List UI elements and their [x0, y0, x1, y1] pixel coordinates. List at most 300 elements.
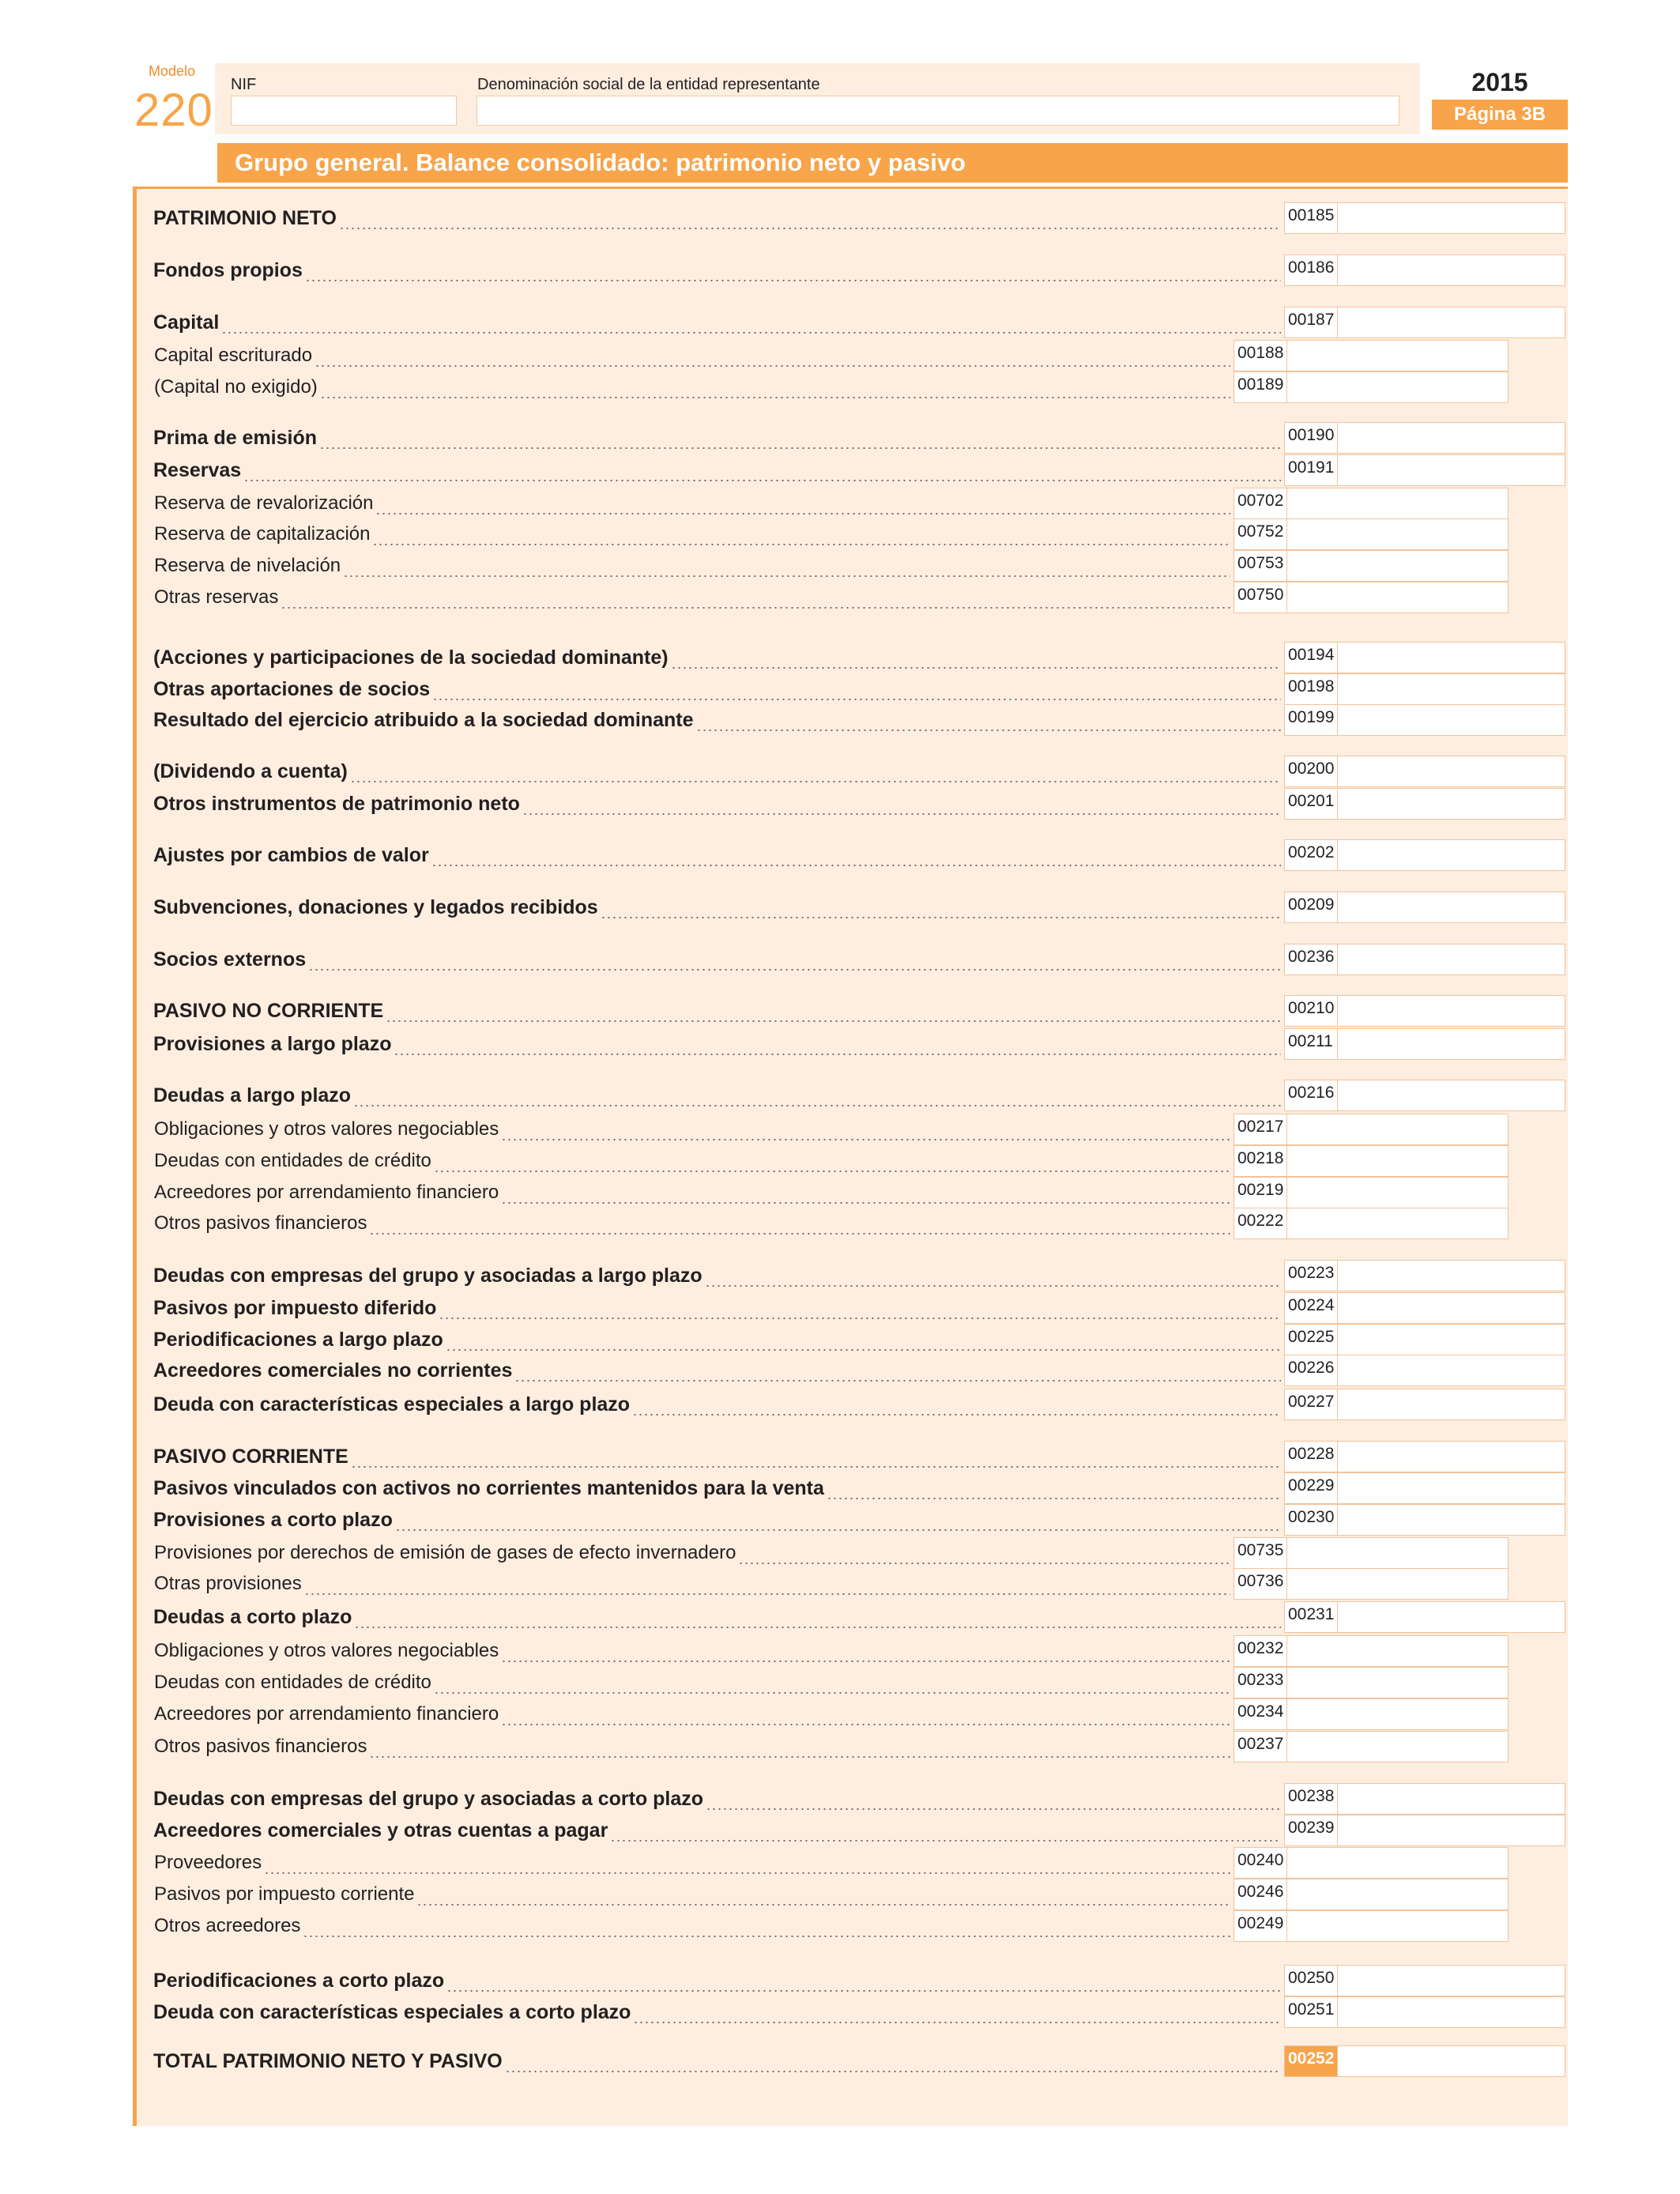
- amount-input[interactable]: [1288, 1208, 1508, 1238]
- row-label-wrap: [154, 340, 1230, 371]
- amount-input[interactable]: [1339, 1029, 1565, 1059]
- amount-box: [1284, 1292, 1565, 1324]
- amount-box: [1284, 1601, 1565, 1633]
- box-code: 00199: [1285, 705, 1338, 735]
- dot-leader: [446, 1965, 1281, 1996]
- form-row: [153, 892, 1565, 923]
- box-code: 00251: [1285, 1997, 1338, 2027]
- dot-leader: [354, 1601, 1281, 1633]
- box-code: 00238: [1285, 1784, 1338, 1814]
- row-label: Provisiones por derechos de emisión de gases de efecto invernadero: [154, 1542, 736, 1563]
- row-label: Otros instrumentos de patrimonio neto: [153, 792, 520, 815]
- form-row: [154, 1537, 1509, 1569]
- dot-leader: [416, 1879, 1230, 1910]
- row-label: Deudas a corto plazo: [153, 1605, 352, 1628]
- dot-leader: [439, 1292, 1281, 1324]
- amount-box: [1284, 1324, 1565, 1355]
- box-code: 00223: [1285, 1261, 1338, 1291]
- dot-leader: [696, 704, 1282, 736]
- amount-input[interactable]: [1339, 1473, 1565, 1503]
- dot-leader: [386, 995, 1281, 1027]
- amount-input[interactable]: [1339, 1442, 1565, 1472]
- form-row: [154, 1114, 1509, 1145]
- row-label-wrap: [154, 1145, 1230, 1177]
- box-code: 00227: [1285, 1389, 1338, 1419]
- dot-leader: [303, 1910, 1230, 1942]
- amount-input[interactable]: [1339, 1997, 1565, 2027]
- amount-box: [1284, 307, 1565, 338]
- form-row: [154, 1208, 1509, 1239]
- amount-input[interactable]: [1288, 1178, 1508, 1208]
- dot-leader: [705, 1260, 1281, 1291]
- row-label: PASIVO NO CORRIENTE: [153, 999, 384, 1022]
- amount-box: [1234, 371, 1509, 403]
- box-code: 00189: [1234, 372, 1287, 402]
- row-label-wrap: [153, 1504, 1281, 1536]
- box-code: 00225: [1285, 1325, 1338, 1355]
- form-row: [153, 1472, 1565, 1504]
- form-row: [153, 1080, 1565, 1111]
- amount-input[interactable]: [1339, 307, 1565, 337]
- dot-leader: [353, 1080, 1281, 1111]
- dot-leader: [501, 1698, 1230, 1730]
- amount-input[interactable]: [1339, 1505, 1565, 1535]
- box-code: 00736: [1234, 1569, 1287, 1599]
- row-label: Subvenciones, donaciones y legados recibidos: [153, 895, 598, 918]
- amount-input[interactable]: [1339, 840, 1565, 870]
- dot-leader: [632, 1389, 1281, 1420]
- row-label-wrap: [153, 892, 1281, 923]
- row-label: Deudas con entidades de crédito: [154, 1150, 431, 1171]
- row-label: Deuda con características especiales a corto plazo: [153, 2000, 631, 2023]
- row-label: Reserva de capitalización: [154, 523, 371, 545]
- box-code: 00194: [1285, 643, 1338, 673]
- dot-leader: [505, 2045, 1281, 2077]
- dot-leader: [319, 422, 1281, 454]
- form-row: [154, 1731, 1509, 1762]
- box-code: 00231: [1285, 1602, 1338, 1632]
- form-row: [153, 995, 1565, 1027]
- amount-input[interactable]: [1339, 1293, 1565, 1323]
- row-label-wrap: [153, 673, 1281, 705]
- row-label: PASIVO CORRIENTE: [153, 1445, 348, 1468]
- row-label-wrap: [154, 371, 1230, 403]
- amount-box: [1284, 1028, 1565, 1060]
- form-row: [154, 488, 1509, 519]
- form-row: [153, 1324, 1565, 1355]
- dot-leader: [432, 673, 1281, 705]
- row-label: Obligaciones y otros valores negociables: [154, 1118, 499, 1140]
- dot-leader: [281, 582, 1230, 613]
- page-badge: Página 3B: [1432, 100, 1568, 130]
- form-row: [154, 1635, 1509, 1667]
- amount-input[interactable]: [1288, 551, 1508, 581]
- amount-input[interactable]: [1339, 1325, 1565, 1355]
- box-code: 00750: [1234, 582, 1287, 613]
- box-code: 00735: [1234, 1538, 1287, 1568]
- amount-input[interactable]: [1288, 1146, 1508, 1176]
- form-row: [153, 1292, 1565, 1324]
- form-row: [154, 371, 1509, 403]
- amount-box: [1284, 2045, 1565, 2077]
- form-row: [153, 2045, 1565, 2077]
- row-label: Capital escriturado: [154, 345, 313, 366]
- amount-box: [1284, 1504, 1565, 1536]
- row-label: Deudas a largo plazo: [153, 1084, 352, 1106]
- dot-leader: [243, 454, 1281, 486]
- amount-box: [1234, 1910, 1509, 1942]
- box-code: 00210: [1285, 996, 1338, 1026]
- amount-input[interactable]: [1339, 255, 1565, 285]
- row-label: Acreedores comerciales no corrientes: [153, 1359, 513, 1382]
- row-label-wrap: [153, 1028, 1281, 1060]
- modelo-number: 220: [134, 85, 213, 136]
- amount-input[interactable]: [1288, 1538, 1508, 1568]
- amount-box: [1284, 995, 1565, 1027]
- amount-input[interactable]: [1339, 756, 1565, 786]
- amount-box: [1284, 1783, 1565, 1815]
- dot-leader: [304, 1568, 1230, 1600]
- amount-input[interactable]: [1288, 1732, 1508, 1762]
- box-code: 00233: [1234, 1668, 1287, 1698]
- amount-input[interactable]: [1339, 1784, 1565, 1814]
- form-row: [154, 1910, 1509, 1942]
- row-label-wrap: [153, 1080, 1281, 1111]
- box-code: 00246: [1234, 1879, 1287, 1909]
- dot-leader: [671, 642, 1281, 673]
- box-code: 00222: [1234, 1208, 1287, 1238]
- amount-box: [1234, 488, 1509, 519]
- row-label: Otros pasivos financieros: [154, 1736, 367, 1757]
- row-label-wrap: [153, 944, 1281, 975]
- amount-box: [1284, 1472, 1565, 1504]
- amount-input[interactable]: [1288, 1569, 1508, 1599]
- amount-box: [1234, 1568, 1509, 1600]
- amount-box: [1234, 1177, 1509, 1208]
- form-row: [154, 1879, 1509, 1910]
- dot-leader: [221, 307, 1281, 338]
- row-label: Fondos propios: [153, 258, 303, 281]
- form-row: [153, 1965, 1565, 1996]
- amount-input[interactable]: [1339, 789, 1565, 819]
- amount-input[interactable]: [1288, 1668, 1508, 1698]
- denominacion-label: Denominación social de la entidad representante: [477, 76, 820, 93]
- box-code: 00219: [1234, 1178, 1287, 1208]
- nif-field[interactable]: [231, 96, 457, 126]
- amount-input[interactable]: [1339, 996, 1565, 1026]
- amount-input[interactable]: [1288, 1879, 1508, 1909]
- box-code: 00209: [1285, 892, 1338, 922]
- row-label: Resultado del ejercicio atribuido a la sociedad dominante: [153, 708, 694, 731]
- row-label-wrap: [153, 422, 1281, 454]
- row-label: Acreedores comerciales y otras cuentas a pagar: [153, 1819, 608, 1842]
- row-label: Obligaciones y otros valores negociables: [154, 1640, 499, 1661]
- row-label: Pasivos por impuesto diferido: [153, 1296, 437, 1319]
- row-label: Otras reservas: [154, 586, 279, 608]
- dot-leader: [372, 518, 1230, 550]
- amount-input[interactable]: [1339, 1261, 1565, 1291]
- amount-box: [1234, 1145, 1509, 1177]
- row-label: TOTAL PATRIMONIO NETO Y PASIVO: [153, 2049, 503, 2072]
- row-label: Reservas: [153, 458, 242, 481]
- amount-input[interactable]: [1339, 455, 1565, 485]
- amount-box: [1234, 518, 1509, 550]
- box-code: 00239: [1285, 1815, 1338, 1845]
- row-label: Socios externos: [153, 948, 307, 971]
- form-row: [154, 1847, 1509, 1879]
- dot-leader: [738, 1537, 1230, 1569]
- dot-leader: [264, 1847, 1230, 1879]
- box-code: 00753: [1234, 551, 1287, 581]
- amount-box: [1234, 1698, 1509, 1730]
- row-label: Otros acreedores: [154, 1915, 301, 1936]
- dot-leader: [394, 1028, 1281, 1060]
- row-label-wrap: [153, 1996, 1281, 2028]
- row-label-wrap: [153, 1441, 1281, 1472]
- dot-leader: [369, 1731, 1230, 1762]
- amount-input[interactable]: [1288, 1699, 1508, 1729]
- box-code: 00216: [1285, 1080, 1338, 1110]
- form-row: [154, 1568, 1509, 1600]
- amount-box: [1284, 1389, 1565, 1420]
- box-code: 00185: [1285, 203, 1338, 233]
- dot-leader: [434, 1667, 1230, 1698]
- box-code: 00187: [1285, 307, 1338, 337]
- box-code: 00752: [1234, 519, 1287, 549]
- form-row: [154, 1698, 1509, 1730]
- amount-input[interactable]: [1288, 488, 1508, 518]
- row-label: Periodificaciones a corto plazo: [153, 1969, 445, 1992]
- row-label: Periodificaciones a largo plazo: [153, 1328, 443, 1351]
- amount-input[interactable]: [1339, 423, 1565, 453]
- amount-input[interactable]: [1339, 643, 1565, 673]
- amount-input[interactable]: [1288, 1911, 1508, 1941]
- box-code: 00240: [1234, 1848, 1287, 1878]
- row-label: Deudas con entidades de crédito: [154, 1672, 431, 1693]
- dot-leader: [351, 1441, 1281, 1472]
- amount-input[interactable]: [1339, 1389, 1565, 1419]
- denominacion-field[interactable]: [477, 96, 1399, 126]
- amount-box: [1234, 340, 1509, 371]
- box-code: 00198: [1285, 674, 1338, 704]
- row-label-wrap: [153, 1355, 1281, 1386]
- dot-leader: [369, 1208, 1230, 1239]
- form-row: [153, 704, 1565, 736]
- row-label-wrap: [154, 1114, 1230, 1145]
- box-code: 00211: [1285, 1029, 1338, 1059]
- row-label-wrap: [154, 518, 1230, 550]
- dot-leader: [434, 1145, 1230, 1177]
- box-code: 00190: [1285, 423, 1338, 453]
- form-row: [153, 839, 1565, 871]
- dot-leader: [320, 371, 1230, 403]
- dot-leader: [431, 839, 1281, 871]
- row-label: PATRIMONIO NETO: [153, 206, 337, 229]
- box-code: 00252: [1285, 2046, 1338, 2076]
- row-label-wrap: [153, 1389, 1281, 1420]
- amount-box: [1284, 454, 1565, 486]
- dot-leader: [305, 254, 1281, 286]
- dot-leader: [827, 1472, 1281, 1504]
- amount-box: [1234, 1731, 1509, 1762]
- form-row: [154, 518, 1509, 550]
- amount-input[interactable]: [1288, 1848, 1508, 1878]
- row-label-wrap: [154, 488, 1230, 519]
- row-label-wrap: [153, 788, 1281, 820]
- row-label: Pasivos por impuesto corriente: [154, 1883, 415, 1905]
- dot-leader: [446, 1324, 1281, 1355]
- amount-box: [1284, 839, 1565, 871]
- row-label-wrap: [154, 582, 1230, 613]
- amount-box: [1284, 756, 1565, 787]
- amount-input[interactable]: [1339, 1602, 1565, 1632]
- row-label: (Capital no exigido): [154, 376, 318, 398]
- form-row: [153, 756, 1565, 787]
- form-row: [154, 340, 1509, 371]
- amount-input[interactable]: [1288, 341, 1508, 371]
- amount-input[interactable]: [1288, 1114, 1508, 1144]
- row-label-wrap: [154, 550, 1230, 582]
- amount-input[interactable]: [1339, 1080, 1565, 1110]
- amount-box: [1284, 892, 1565, 923]
- box-code: 00228: [1285, 1442, 1338, 1472]
- box-code: 00226: [1285, 1355, 1338, 1385]
- amount-input[interactable]: [1339, 705, 1565, 735]
- nif-label: NIF: [231, 76, 257, 93]
- row-label: Otras aportaciones de socios: [153, 677, 431, 700]
- box-code: 00229: [1285, 1473, 1338, 1503]
- form-row: [153, 1996, 1565, 2028]
- amount-input[interactable]: [1288, 582, 1508, 613]
- form-row: [153, 422, 1565, 454]
- dot-leader: [501, 1114, 1230, 1145]
- row-label-wrap: [154, 1635, 1230, 1667]
- row-label-wrap: [153, 1783, 1281, 1815]
- row-label-wrap: [154, 1667, 1230, 1698]
- row-label-wrap: [154, 1910, 1230, 1942]
- amount-box: [1234, 582, 1509, 613]
- box-code: 00224: [1285, 1293, 1338, 1323]
- box-code: 00200: [1285, 756, 1338, 786]
- amount-input[interactable]: [1288, 372, 1508, 402]
- box-code: 00237: [1234, 1732, 1287, 1762]
- row-label-wrap: [153, 1292, 1281, 1324]
- row-label: Deuda con características especiales a largo plazo: [153, 1393, 631, 1416]
- form-row: [153, 1260, 1565, 1291]
- box-code: 00230: [1285, 1505, 1338, 1535]
- amount-box: [1284, 1441, 1565, 1472]
- amount-box: [1234, 1635, 1509, 1667]
- amount-box: [1284, 1355, 1565, 1386]
- amount-box: [1284, 673, 1565, 705]
- row-label-wrap: [153, 454, 1281, 486]
- box-code: 00250: [1285, 1966, 1338, 1996]
- row-label-wrap: [153, 1472, 1281, 1504]
- amount-input[interactable]: [1339, 892, 1565, 922]
- amount-box: [1234, 1537, 1509, 1569]
- form-row: [154, 550, 1509, 582]
- row-label-wrap: [153, 1815, 1281, 1846]
- dot-leader: [339, 202, 1281, 234]
- row-label: (Dividendo a cuenta): [153, 760, 348, 782]
- amount-box: [1234, 1667, 1509, 1698]
- amount-box: [1234, 1208, 1509, 1239]
- row-label-wrap: [154, 1847, 1230, 1879]
- amount-box: [1284, 1080, 1565, 1111]
- row-label-wrap: [153, 2045, 1281, 2077]
- amount-box: [1284, 1815, 1565, 1846]
- row-label: Acreedores por arrendamiento financiero: [154, 1182, 499, 1203]
- form-row: [153, 202, 1565, 234]
- row-label: Pasivos vinculados con activos no corrientes mantenidos para la venta: [153, 1476, 824, 1499]
- row-label-wrap: [154, 1177, 1230, 1208]
- amount-box: [1284, 1260, 1565, 1291]
- dot-leader: [522, 788, 1281, 820]
- box-code: 00702: [1234, 488, 1287, 518]
- row-label-wrap: [153, 254, 1281, 286]
- box-code: 00186: [1285, 255, 1338, 285]
- row-label: Otros pasivos financieros: [154, 1212, 367, 1234]
- box-code: 00249: [1234, 1911, 1287, 1941]
- box-code: 00201: [1285, 789, 1338, 819]
- amount-input[interactable]: [1339, 944, 1565, 974]
- row-label-wrap: [153, 1965, 1281, 1996]
- form-row: [153, 1601, 1565, 1633]
- form-row: [153, 1815, 1565, 1846]
- row-label: Deudas con empresas del grupo y asociadas a largo plazo: [153, 1264, 703, 1287]
- form-row: [154, 582, 1509, 613]
- dot-leader: [501, 1635, 1230, 1667]
- row-label: Capital: [153, 311, 220, 334]
- amount-box: [1234, 1114, 1509, 1145]
- row-label: Ajustes por cambios de valor: [153, 843, 429, 866]
- amount-input[interactable]: [1339, 2046, 1565, 2076]
- row-label-wrap: [153, 704, 1281, 736]
- dot-leader: [350, 756, 1281, 787]
- row-label-wrap: [154, 1537, 1230, 1569]
- amount-input[interactable]: [1339, 1815, 1565, 1845]
- form-row: [153, 944, 1565, 975]
- dot-leader: [610, 1815, 1281, 1846]
- row-label-wrap: [153, 202, 1281, 234]
- amount-box: [1284, 254, 1565, 286]
- row-label-wrap: [153, 1601, 1281, 1633]
- form-row: [153, 642, 1565, 673]
- form-row: [153, 1504, 1565, 1536]
- row-label-wrap: [154, 1879, 1230, 1910]
- dot-leader: [501, 1177, 1230, 1208]
- amount-input[interactable]: [1339, 674, 1565, 704]
- amount-box: [1284, 1965, 1565, 1996]
- row-label: Otras provisiones: [154, 1573, 302, 1594]
- amount-input[interactable]: [1339, 203, 1565, 233]
- row-label-wrap: [153, 995, 1281, 1027]
- form-row: [153, 307, 1565, 338]
- amount-input[interactable]: [1288, 519, 1508, 549]
- amount-input[interactable]: [1288, 1636, 1508, 1666]
- row-label: Provisiones a corto plazo: [153, 1508, 393, 1531]
- year-label: 2015: [1432, 68, 1568, 96]
- row-label-wrap: [154, 1698, 1230, 1730]
- row-label-wrap: [153, 839, 1281, 871]
- amount-box: [1284, 642, 1565, 673]
- amount-input[interactable]: [1339, 1966, 1565, 1996]
- amount-input[interactable]: [1339, 1355, 1565, 1385]
- box-code: 00191: [1285, 455, 1338, 485]
- row-label: (Acciones y participaciones de la sociedad dominante): [153, 646, 669, 669]
- modelo-label: Modelo: [149, 63, 196, 79]
- row-label-wrap: [153, 642, 1281, 673]
